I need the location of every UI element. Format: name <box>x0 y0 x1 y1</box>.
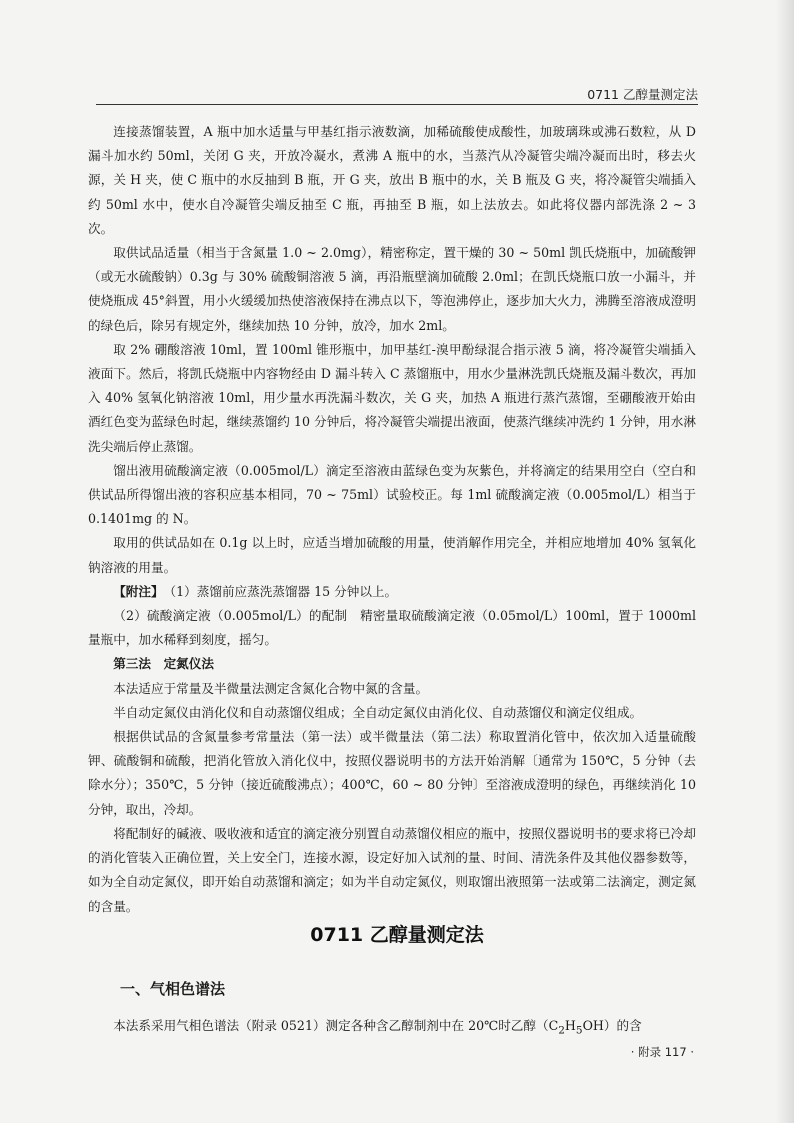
intro-text-c: OH）的含 <box>582 1018 642 1033</box>
paragraph: 将配制好的碱液、吸收液和适宜的滴定液分别置自动蒸馏仪相应的瓶中，按照仪器说明书的要求将已冷却的消化管装入正确位置，关上安全门，连接水源，设定好加入试剂的量、时间、清洗条件及其他仪器参数等，如为全自动定氮仪，即开始自动蒸馏和滴定；如为半自动定氮仪，则取馏出液照第一法或第二法滴定，测定氮的含量。 <box>88 825 696 914</box>
note-paragraph <box>88 580 696 604</box>
page-number: · 附录 117 · <box>630 1045 694 1059</box>
intro-text-b: H <box>564 1018 576 1033</box>
method-3-title: 第三法 定氮仪法 <box>113 656 214 672</box>
running-header-title: 0711 乙醇量测定法 <box>587 87 698 102</box>
paragraph: 馏出液用硫酸滴定液（0.005mol/L）滴定至溶液由蓝绿色变为灰紫色，并将滴定的结果用空白（空白和供试品所得馏出液的容积应基本相同，70 ~ 75ml）试验校正。每 1ml 硫酸滴定液（0.005mol/L）相当于 0.1401mg 的 N。 <box>88 462 696 527</box>
paragraph: 取用的供试品如在 0.1g 以上时，应适当增加硫酸的用量，使消解作用完全，并相应地增加 40% 氢氧化钠溶液的用量。 <box>88 535 696 575</box>
section-intro <box>88 1014 696 1043</box>
note-1: （1）蒸馏前应蒸洗蒸馏器 15 分钟以上。 <box>169 583 398 599</box>
paragraph: 本法适应于常量及半微量法测定含氮化合物中氮的含量。 <box>113 680 429 696</box>
intro-text-a: 本法系采用气相色谱法（附录 0521）测定各种含乙醇制剂中在 20℃时乙醇（C <box>113 1018 559 1033</box>
paragraph: 半自动定氮仪由消化仪和自动蒸馏仪组成；全自动定氮仪由消化仪、自动蒸馏仪和滴定仪组成。 <box>113 704 643 720</box>
running-header <box>96 84 698 105</box>
paragraph: 连接蒸馏装置，A 瓶中加水适量与甲基红指示液数滴，加稀硫酸使成酸性，加玻璃珠或沸石数粒，从 D 漏斗加水约 50ml，关闭 G 夹，开放冷凝水，煮沸 A 瓶中的水，当蒸汽从冷凝管尖端冷凝而出时，移去火源，关 H 夹，使 C 瓶中的水反抽到 B 瓶，开 G 夹，放出 B 瓶中的水，关 B 瓶及 G 夹，将冷凝管尖端插入约 50ml 水中，使水自冷凝管尖端反抽至 C 瓶，再抽至 B 瓶，如上法放去。如此将仪器内部洗涤 2 ~ 3 次。 <box>88 124 696 236</box>
note-paragraph-2: （2）硫酸滴定液（0.005mol/L）的配制 精密量取硫酸滴定液（0.05mol/L）100ml，置于 1000ml 量瓶中，加水稀释到刻度，摇匀。 <box>88 608 696 648</box>
subsection-title: 一、气相色谱法 <box>120 980 226 998</box>
paragraph: 取供试品适量（相当于含氮量 1.0 ~ 2.0mg），精密称定，置干燥的 30 ~ 50ml 凯氏烧瓶中，加硫酸钾（或无水硫酸钠）0.3g 与 30% 硫酸铜溶液 5 滴，再沿瓶壁滴加硫酸 2.0ml；在凯氏烧瓶口放一小漏斗，并使烧瓶成 45°斜置，用小火缓缓加热使溶液保持在沸点以下，等泡沸停止，逐步加大火力，沸腾至溶液成澄明的绿色后，除另有规定外，继续加热 10 分钟，放冷，加水 2ml。 <box>88 245 696 333</box>
paragraph: 取 2% 硼酸溶液 10ml，置 100ml 锥形瓶中，加甲基红-溴甲酚绿混合指示液 5 滴，将冷凝管尖端插入液面下。然后，将凯氏烧瓶中内容物经由 D 漏斗转入 C 蒸馏瓶中，用水少量淋洗凯氏烧瓶及漏斗数次，再加入 40% 氢氧化钠溶液 10ml，用少量水再洗漏斗数次，关 G 夹，加热 A 瓶进行蒸汽蒸馏，至硼酸液开始由酒红色变为蓝绿色时起，继续蒸馏约 10 分钟后，将冷凝管尖端提出液面，使蒸汽继续冲洗约 1 分钟，用水淋洗尖端后停止蒸馏。 <box>88 341 696 454</box>
intro-subscript-2: 5 <box>575 1024 583 1037</box>
section-title: 0711 乙醇量测定法 <box>310 924 484 946</box>
intro-subscript-1: 2 <box>558 1024 565 1037</box>
paragraph: 根据供试品的含氮量参考常量法（第一法）或半微量法（第二法）称取置消化管中，依次加入适量硫酸钾、硫酸铜和硫酸，把消化管放入消化仪中，按照仪器说明书的方法开始消解〔通常为 150℃，5 分钟（去除水分）；350℃，5 分钟（接近硫酸沸点）；400℃，60 ~ 80 分钟〕至溶液成澄明的绿色，再继续消化 10 分钟，取出，冷却。 <box>88 729 696 817</box>
body-text <box>88 120 696 919</box>
page-edge-shadow <box>776 0 794 1123</box>
note-label: 【附注】 <box>113 583 158 599</box>
